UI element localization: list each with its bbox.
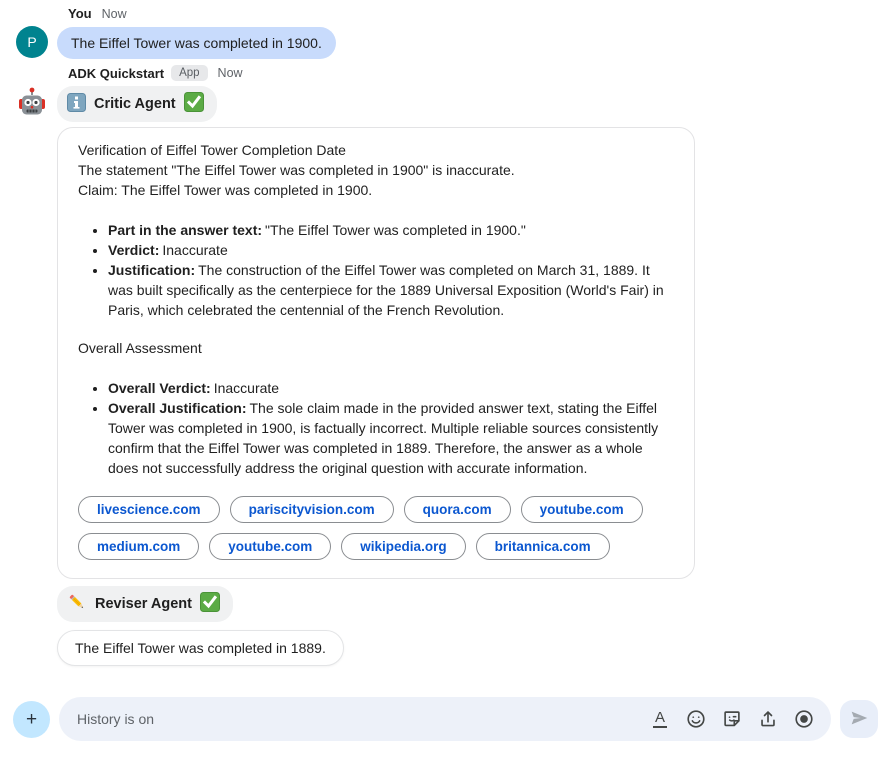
message-input[interactable] [75,710,637,728]
agent-name: Reviser Agent [95,596,192,612]
source-chip[interactable]: pariscityvision.com [230,496,394,523]
source-chip[interactable]: youtube.com [521,496,643,523]
report-statement: The statement "The Eiffel Tower was completed in 1900" is inaccurate. [78,162,515,178]
send-icon [848,707,870,732]
avatar-letter: P [27,34,37,50]
source-chip[interactable]: youtube.com [209,533,331,560]
bullet-text: The construction of the Eiffel Tower was completed on March 31, 1889. It was built specifically as the centerpiece for the 1889 Universal Exposition (World's Fair) in Paris, which celebrated the centennial of the French Revolution. [108,262,664,318]
check-icon [184,92,204,116]
plus-icon: + [25,708,38,730]
user-message-text: The Eiffel Tower was completed in 1900. [71,35,322,51]
bullet-label: Overall Verdict: [108,380,211,396]
upload-button[interactable] [755,706,781,732]
robot-icon [16,105,48,122]
claim-bullet-list [78,220,674,320]
bullet-item [108,398,674,478]
source-chip-list [78,496,658,560]
source-chip[interactable]: wikipedia.org [341,533,465,560]
source-chip[interactable]: livescience.com [78,496,220,523]
record-video-button[interactable] [791,706,817,732]
send-button[interactable] [840,700,878,738]
message-composer [13,697,878,741]
app-message-meta [68,65,891,81]
timestamp: Now [101,6,127,21]
source-chip[interactable]: medium.com [78,533,199,560]
report-title: Verification of Eiffel Tower Completion Date [78,142,346,158]
reviser-message-text: The Eiffel Tower was completed in 1889. [75,640,326,656]
reviser-agent-header [57,586,233,622]
timestamp: Now [217,66,243,80]
critic-agent-header [57,86,217,122]
app-badge: App [171,65,207,81]
robot-avatar[interactable] [16,86,48,118]
sticker-icon [721,708,743,730]
overall-assessment-heading: Overall Assessment [78,340,202,356]
app-message-group [0,65,891,666]
bullet-label: Justification: [108,262,196,278]
bullet-text: The sole claim made in the provided answer text, stating the Eiffel Tower was completed in 1900, is factually incorrect. Multiple reliable sources consistently confirm that the Eiffel Tower was completed in 1889. Therefore, the answer as a whole does not successfully address the original question with accurate information. [108,400,659,476]
emoji-icon [685,708,707,730]
add-button[interactable] [13,701,50,738]
pencil-icon [67,592,87,616]
bullet-item [108,220,674,240]
bullet-text: Inaccurate [162,242,228,258]
upload-icon [757,708,779,730]
sender-name: You [68,6,92,21]
critic-report-card [57,127,695,579]
text-format-button[interactable] [647,706,673,732]
user-message-meta [68,6,891,21]
agent-name: Critic Agent [94,96,176,112]
source-chip[interactable]: quora.com [404,496,511,523]
record-icon [793,708,815,730]
bullet-label: Overall Justification: [108,400,247,416]
bullet-item [108,240,674,260]
overall-bullet-list [78,378,674,478]
user-avatar[interactable] [16,26,48,58]
text-format-icon: A [654,709,665,726]
sender-name: ADK Quickstart [68,65,165,81]
bullet-text: "The Eiffel Tower was completed in 1900." [265,222,526,238]
report-claim: Claim: The Eiffel Tower was completed in 1900. [78,182,373,198]
bullet-item [108,260,674,320]
reviser-message-bubble [57,630,344,666]
check-icon [200,592,220,616]
info-icon [67,93,86,116]
source-chip[interactable]: britannica.com [476,533,610,560]
message-input-container[interactable] [59,697,831,741]
emoji-button[interactable] [683,706,709,732]
bullet-label: Part in the answer text: [108,222,263,238]
bullet-item [108,378,674,398]
sticker-button[interactable] [719,706,745,732]
bullet-text: Inaccurate [213,380,280,396]
user-message-bubble [57,27,336,59]
bullet-label: Verdict: [108,242,160,258]
user-message-group [0,6,891,59]
